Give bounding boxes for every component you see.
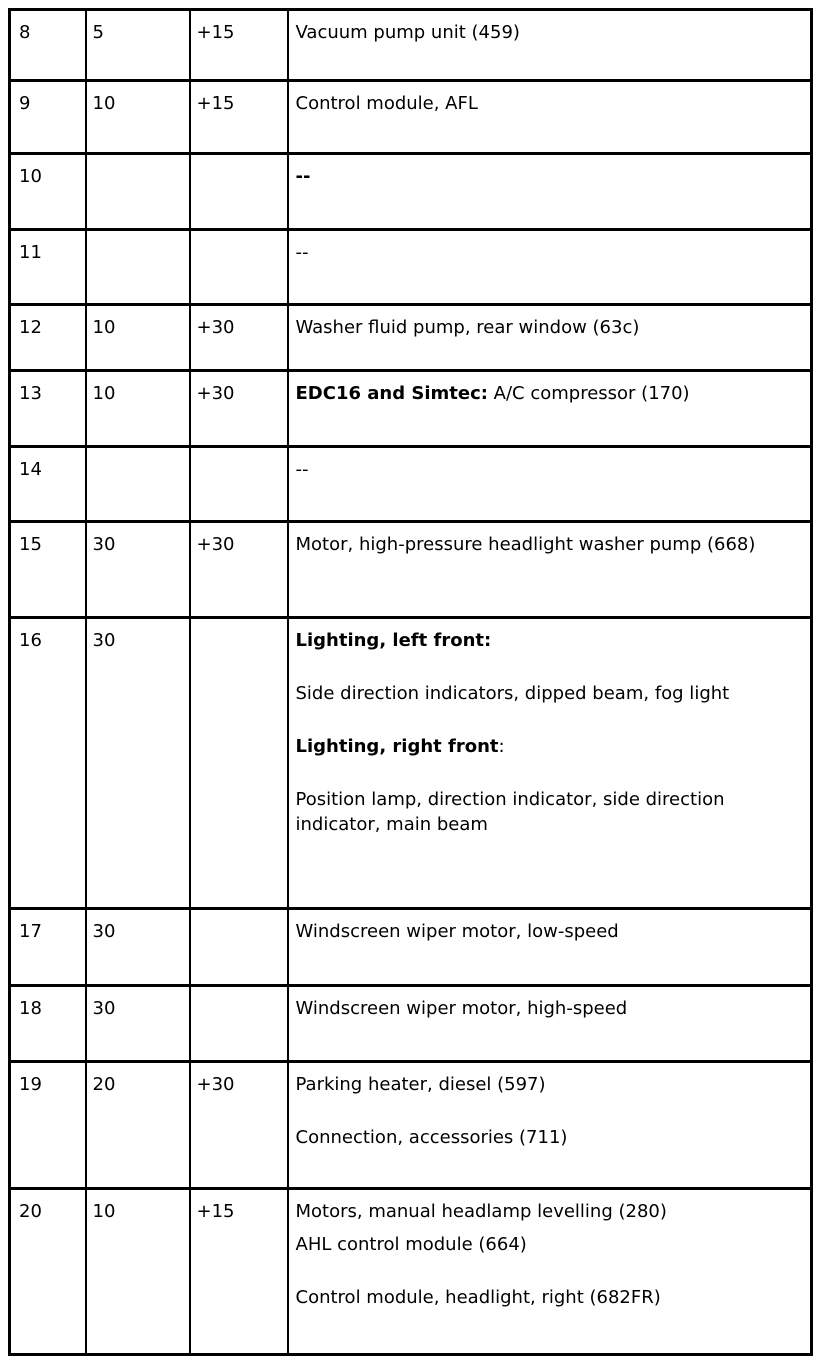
terminal-cell	[190, 154, 288, 230]
description-line	[296, 532, 807, 557]
ampere-cell: 20	[86, 1062, 190, 1189]
terminal-cell	[190, 618, 288, 909]
terminal-cell: +30	[190, 1062, 288, 1189]
description-text: --	[295, 459, 309, 480]
description-cell	[288, 305, 812, 371]
table-row	[10, 81, 812, 154]
description-cell	[288, 447, 812, 522]
fuse-number-cell: 17	[10, 909, 86, 986]
terminal-cell: +15	[190, 1189, 288, 1355]
table-row	[10, 909, 812, 986]
description-text: Vacuum pump unit (459)	[295, 22, 520, 43]
description-line	[296, 681, 807, 706]
terminal-cell	[190, 230, 288, 305]
fuse-number-cell: 15	[10, 522, 86, 618]
ampere-cell	[86, 447, 190, 522]
description-line	[296, 1199, 807, 1224]
fuse-number-cell: 13	[10, 371, 86, 447]
ampere-cell: 10	[86, 305, 190, 371]
table-row	[10, 154, 812, 230]
description-line	[296, 457, 807, 482]
terminal-cell: +30	[190, 371, 288, 447]
description-cell	[288, 522, 812, 618]
fuse-number-cell: 12	[10, 305, 86, 371]
description-line	[296, 919, 807, 944]
description-line	[296, 240, 807, 265]
description-line	[296, 996, 807, 1021]
description-text: Side direction indicators, dipped beam, fog light	[295, 683, 730, 704]
description-line	[296, 381, 807, 406]
description-text: Motor, high-pressure headlight washer pump (668)	[295, 534, 756, 555]
description-text: --	[295, 242, 309, 263]
description-cell	[288, 10, 812, 81]
fuse-number-cell: 19	[10, 1062, 86, 1189]
fuse-number-cell: 18	[10, 986, 86, 1062]
fuse-number-cell: 11	[10, 230, 86, 305]
description-line	[296, 734, 807, 759]
description-text: A/C compressor (170)	[487, 383, 690, 404]
description-line	[296, 164, 807, 189]
description-cell	[288, 986, 812, 1062]
description-cell	[288, 618, 812, 909]
description-cell	[288, 1062, 812, 1189]
description-cell	[288, 1189, 812, 1355]
description-line	[296, 1285, 807, 1310]
table-row	[10, 1062, 812, 1189]
table-row	[10, 230, 812, 305]
ampere-cell	[86, 154, 190, 230]
fuse-number-cell: 8	[10, 10, 86, 81]
description-line	[296, 1125, 807, 1150]
ampere-cell: 10	[86, 371, 190, 447]
ampere-cell: 30	[86, 986, 190, 1062]
description-line	[296, 1232, 807, 1257]
description-cell	[288, 371, 812, 447]
table-row	[10, 522, 812, 618]
fuse-number-cell: 16	[10, 618, 86, 909]
description-cell	[288, 230, 812, 305]
description-bold-text: Lighting, right front	[295, 736, 499, 757]
terminal-cell: +30	[190, 522, 288, 618]
description-bold-text: --	[295, 166, 311, 187]
description-line	[296, 628, 807, 653]
ampere-cell: 10	[86, 1189, 190, 1355]
description-line	[296, 315, 807, 340]
description-text: Windscreen wiper motor, low-speed	[295, 921, 619, 942]
terminal-cell: +15	[190, 10, 288, 81]
fuse-number-cell: 9	[10, 81, 86, 154]
table-row	[10, 986, 812, 1062]
ampere-cell	[86, 230, 190, 305]
fuse-number-cell: 10	[10, 154, 86, 230]
terminal-cell: +30	[190, 305, 288, 371]
description-text: Connection, accessories (711)	[295, 1127, 568, 1148]
description-text: Motors, manual headlamp levelling (280)	[295, 1201, 667, 1222]
description-text: Control module, AFL	[295, 93, 478, 114]
ampere-cell: 30	[86, 522, 190, 618]
fuse-number-cell: 20	[10, 1189, 86, 1355]
fuse-table	[8, 8, 813, 1356]
description-text: Parking heater, diesel (597)	[295, 1074, 546, 1095]
description-text: Windscreen wiper motor, high-speed	[295, 998, 628, 1019]
terminal-cell: +15	[190, 81, 288, 154]
fuse-number-cell: 14	[10, 447, 86, 522]
table-row	[10, 371, 812, 447]
description-cell	[288, 909, 812, 986]
description-text: AHL control module (664)	[295, 1234, 527, 1255]
terminal-cell	[190, 447, 288, 522]
description-text: Washer fluid pump, rear window (63c)	[295, 317, 640, 338]
ampere-cell: 30	[86, 618, 190, 909]
description-bold-text: Lighting, left front:	[295, 630, 492, 651]
fuse-table-body	[10, 10, 812, 1355]
terminal-cell	[190, 986, 288, 1062]
table-row	[10, 447, 812, 522]
description-cell	[288, 81, 812, 154]
description-text: Control module, headlight, right (682FR)	[295, 1287, 661, 1308]
description-cell	[288, 154, 812, 230]
table-row	[10, 305, 812, 371]
ampere-cell: 10	[86, 81, 190, 154]
terminal-cell	[190, 909, 288, 986]
description-bold-text: EDC16 and Simtec:	[295, 383, 488, 404]
ampere-cell: 5	[86, 10, 190, 81]
description-text: Position lamp, direction indicator, side direction indicator, main beam	[295, 789, 725, 835]
ampere-cell: 30	[86, 909, 190, 986]
table-row	[10, 10, 812, 81]
description-line	[296, 1072, 807, 1097]
description-line	[296, 91, 807, 116]
table-row	[10, 618, 812, 909]
table-row	[10, 1189, 812, 1355]
description-text: :	[498, 736, 505, 757]
description-line	[296, 787, 807, 837]
description-line	[296, 20, 807, 45]
